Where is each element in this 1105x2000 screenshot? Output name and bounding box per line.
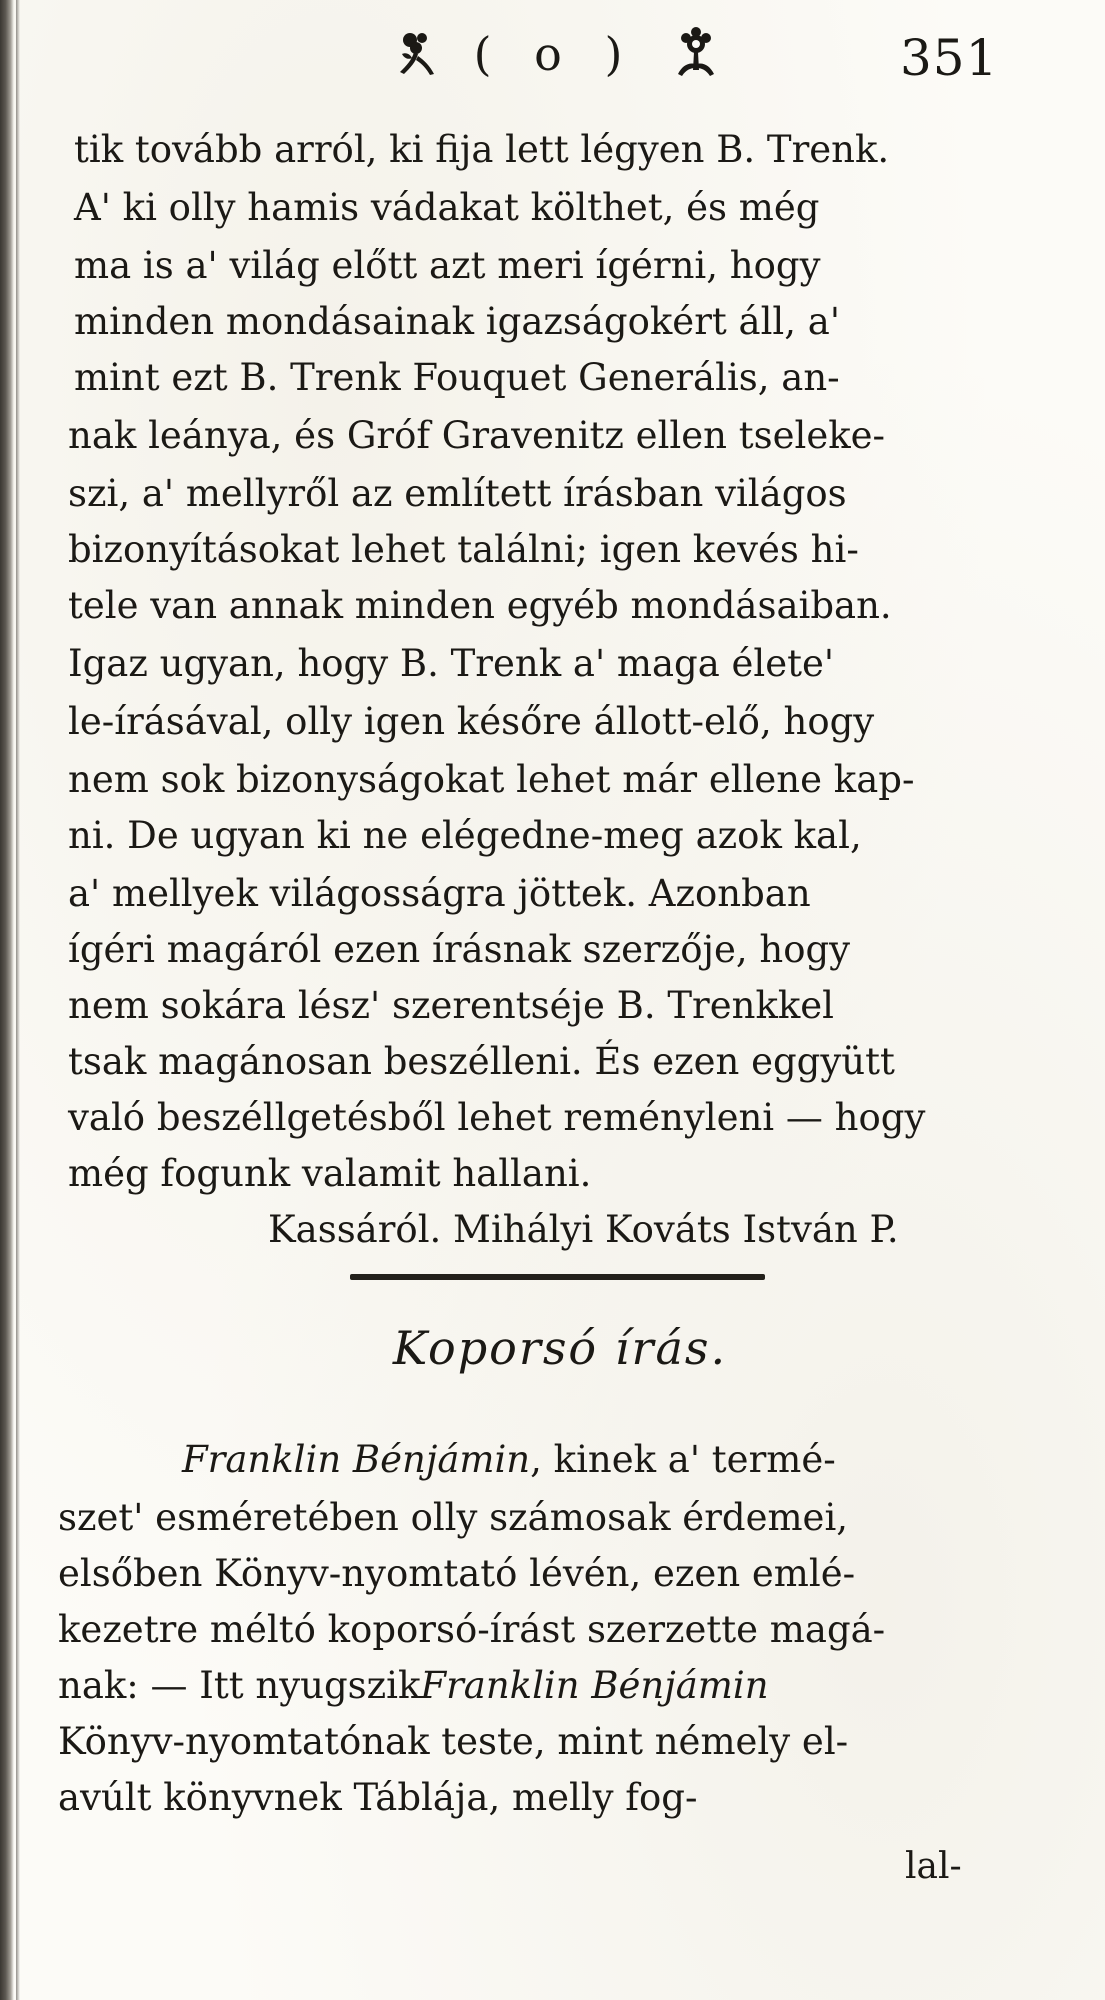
text-line: ígéri magáról ezen írásnak szerzője, hogy [68, 928, 851, 971]
text-line: le-írásával, olly igen későre állott-elő, hogy [68, 700, 875, 743]
text-line: ni. De ugyan ki ne elégedne-meg azok kal, [68, 814, 862, 857]
text-line: való beszéllgetésből lehet reményleni — hogy [68, 1096, 926, 1139]
text-line: avúlt könyvnek Táblája, melly fog- [58, 1776, 698, 1819]
text-line: nak leánya, és Gróf Gravenitz ellen tseleke- [68, 414, 886, 457]
text-line: tsak magánosan beszélleni. És ezen eggyütt [68, 1040, 895, 1083]
header-center-mark: ( o ) [473, 27, 637, 81]
page-header [0, 18, 1105, 98]
epitaph-title: Koporsó írás. [392, 1321, 728, 1375]
text-line: szet' esméretében olly számosak érdemei, [58, 1496, 849, 1539]
text-line: Könyv-nyomtatónak teste, mint némely el- [58, 1720, 849, 1763]
text-line [182, 1438, 1030, 1482]
text-line: szi, a' mellyről az említett írásban világos [68, 472, 847, 515]
text-line: Igaz ugyan, hogy B. Trenk a' maga élete' [68, 642, 835, 685]
text-line: mint ezt B. Trenk Fouquet Generális, an- [74, 356, 840, 399]
signature-line: Kassáról. Mihályi Kováts István P. [268, 1208, 899, 1251]
catchword: lal- [905, 1846, 962, 1887]
page-number: 351 [900, 29, 999, 87]
floral-ornament-left-icon [392, 26, 440, 78]
text-line [58, 1664, 1034, 1708]
text-line: a' mellyek világosságra jöttek. Azonban [68, 872, 811, 915]
text-line: ma is a' világ előtt azt meri ígérni, hogy [74, 244, 821, 287]
floral-ornament-right-icon [672, 24, 720, 80]
text-fragment: nak: — Itt nyugszik [58, 1664, 421, 1707]
text-line: még fogunk valamit hallani. [68, 1152, 592, 1195]
text-line: tele van annak minden egyéb mondásaiban. [68, 584, 892, 627]
text-line: kezetre méltó koporsó-írást szerzette magá- [58, 1608, 886, 1651]
franklin-name-italic: Franklin Bénjámin [182, 1438, 531, 1481]
text-line: minden mondásainak igazságokért áll, a' [74, 300, 840, 343]
text-fragment: , kinek a' termé- [530, 1438, 836, 1481]
franklin-name-italic: Franklin Bénjámin [420, 1664, 769, 1707]
book-spine-shadow [0, 0, 14, 2000]
text-line: bizonyításokat lehet találni; igen kevés hi- [68, 528, 859, 571]
book-spine-edge [16, 0, 20, 2000]
text-line: tik tovább arról, ki fija lett légyen B. Trenk. [74, 128, 890, 171]
section-divider-rule [350, 1274, 765, 1280]
text-line: elsőben Könyv-nyomtató lévén, ezen emlé- [58, 1552, 856, 1595]
text-line: nem sok bizonyságokat lehet már ellene kap- [68, 758, 915, 801]
text-line: nem sokára lész' szerentséje B. Trenkkel [68, 984, 835, 1027]
text-line: A' ki olly hamis vádakat költhet, és még [74, 186, 820, 229]
